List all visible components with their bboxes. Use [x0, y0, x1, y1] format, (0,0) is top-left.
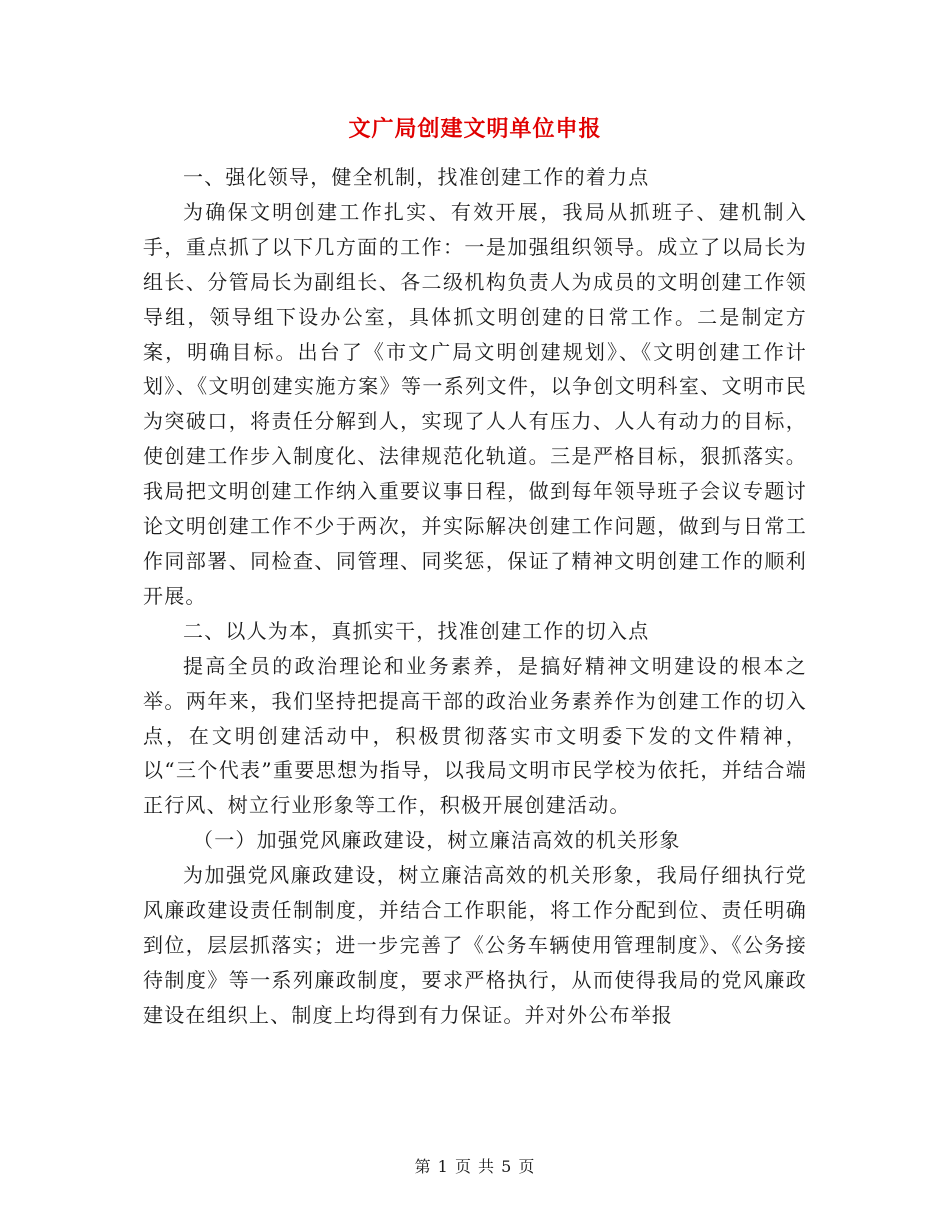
paragraph-1: 为确保文明创建工作扎实、有效开展，我局从抓班子、建机制入手，重点抓了以下几方面的工作：一是加强组织领导。成立了以局长为组长、分管局长为副组长、各二级机构负责人为成员的文明创建工作领导组，领导组下设办公室，具体抓文明创建的日常工作。二是制定方案，明确目标。出台了《市文广局文明创建规划》、《文明创建工作计划》、《文明创建实施方案》等一系列文件，以争创文明科室、文明市民为突破口，将责任分解到人，实现了人人有压力、人人有动力的目标，使创建工作步入制度化、法律规范化轨道。三是严格目标，狠抓落实。我局把文明创建工作纳入重要议事日程，做到每年领导班子会议专题讨论文明创建工作不少于两次，并实际解决创建工作问题，做到与日常工作同部署、同检查、同管理、同奖惩，保证了精神文明创建工作的顺利开展。 [143, 199, 807, 608]
section-heading-1: 一、强化领导，健全机制，找准创建工作的着力点 [183, 165, 650, 189]
document-title: 文广局创建文明单位申报 [348, 117, 602, 142]
page-footer: 第 1 页 共 5 页 [414, 1157, 536, 1176]
paragraph-2: 提高全员的政治理论和业务素养，是搞好精神文明建设的根本之举。两年来，我们坚持把提高干部的政治业务素养作为创建工作的切入点，在文明创建活动中，积极贯彻落实市文明委下发的文件精神，以“三个代表”重要思想为指导，以我局文明市民学校为依托，并结合端正行风、树立行业形象等工作，积极开展创建活动。 [143, 653, 807, 818]
subsection-heading-1: （一）加强党风廉政建设，树立廉洁高效的机关形象 [193, 828, 681, 853]
section-heading-2: 二、以人为本，真抓实干，找准创建工作的切入点 [183, 618, 650, 643]
document-page [143, 110, 807, 1033]
paragraph-3: 为加强党风廉政建设，树立廉洁高效的机关形象，我局仔细执行党风廉政建设责任制制度，并结合工作职能，将工作分配到位、责任明确到位，层层抓落实；进一步完善了《公务车辆使用管理制度》、《公务接待制度》等一系列廉政制度，要求严格执行，从而使得我局的党风廉政建设在组织上、制度上均得到有力保证。并对外公布举报 [143, 863, 807, 1027]
